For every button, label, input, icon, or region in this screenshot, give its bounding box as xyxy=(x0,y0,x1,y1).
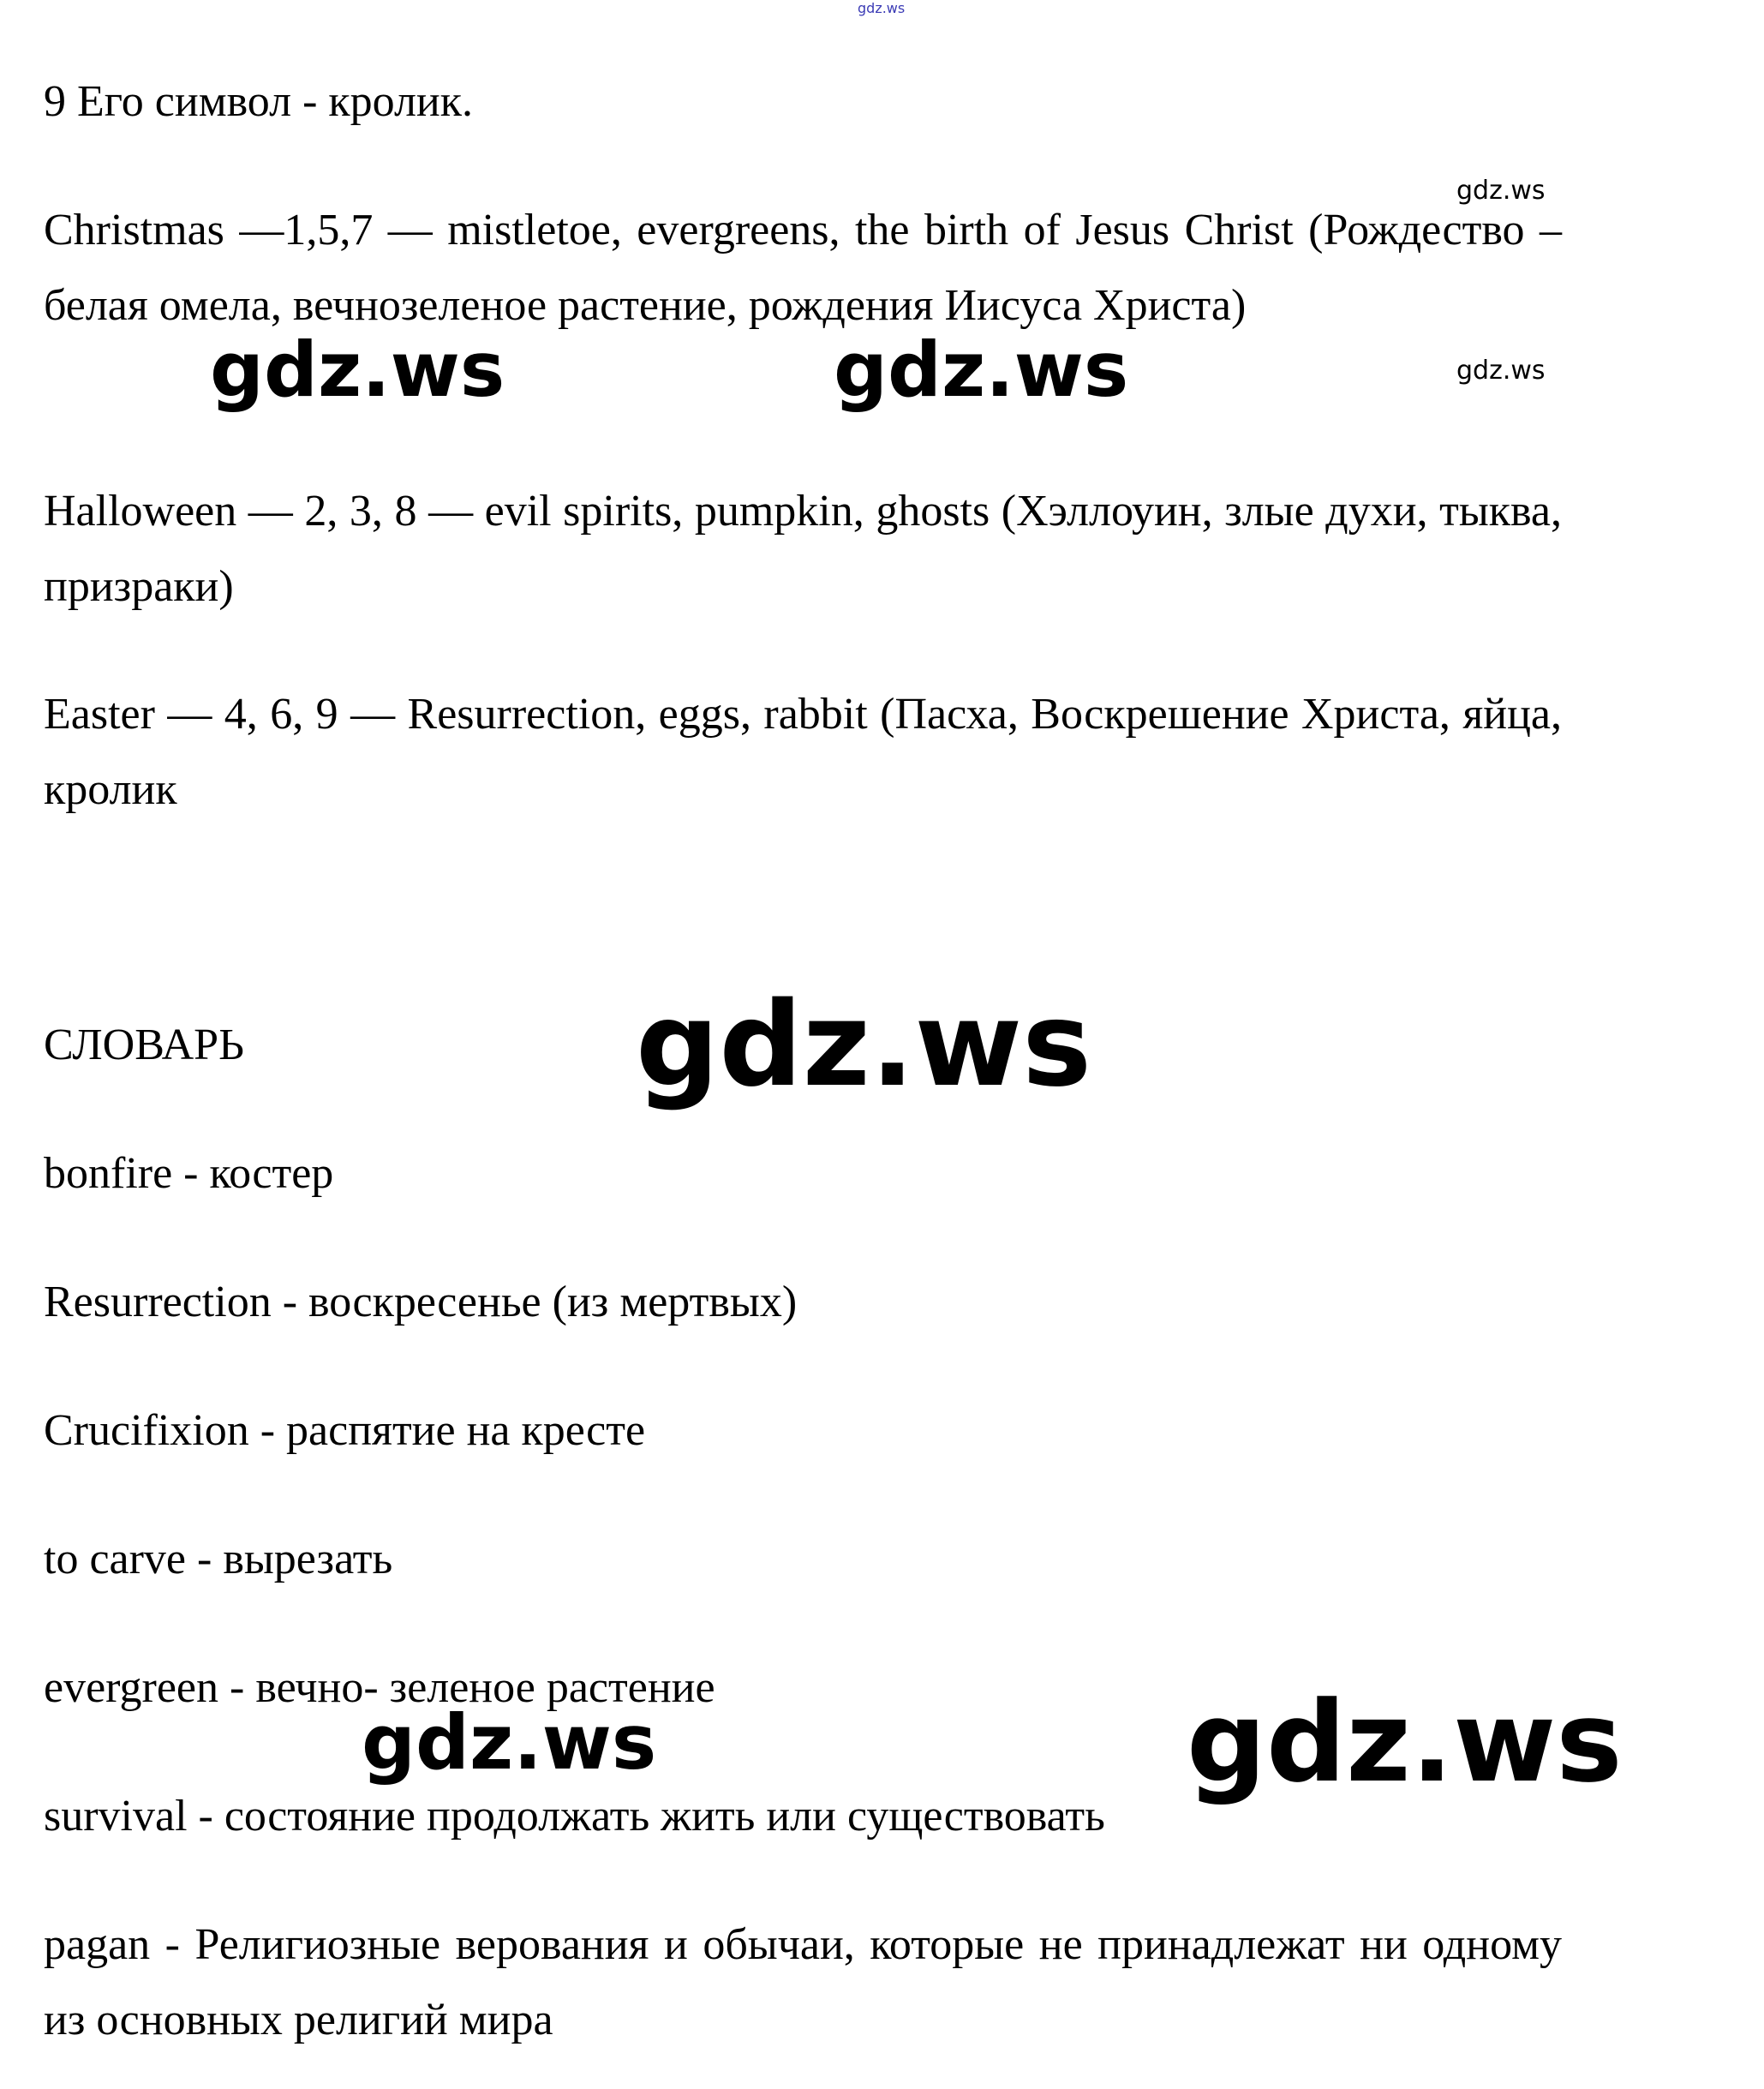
dictionary-entry: Crucifixion - распятие на кресте xyxy=(44,1406,646,1455)
watermark: gdz.ws xyxy=(1187,1677,1623,1807)
watermark: gdz.ws xyxy=(362,1698,657,1787)
halloween-paragraph: Halloween — 2, 3, 8 — evil spirits, pumpkin, ghosts (Хэллоуин, злые духи, тыква, призраки) xyxy=(44,487,1562,611)
dictionary-entry: bonfire - костер xyxy=(44,1149,334,1198)
watermark: gdz.ws xyxy=(210,326,505,414)
answer-line-9: 9 Его символ - кролик. xyxy=(44,77,474,126)
christmas-paragraph: Christmas —1,5,7 — mistletoe, evergreens, the birth of Jesus Christ (Рождество – белая омела, вечнозеленое растение, рождения Иисуса Христа) xyxy=(44,206,1562,330)
dictionary-entry: pagan - Религиозные верования и обычаи, которые не принадлежат ни одному из основных религий мира xyxy=(44,1920,1562,2044)
dictionary-heading: СЛОВАРЬ xyxy=(44,1021,244,1069)
dictionary-entry: evergreen - вечно- зеленое растение xyxy=(44,1663,715,1712)
watermark: gdz.ws xyxy=(1456,356,1546,386)
dictionary-entry: to carve - вырезать xyxy=(44,1535,393,1583)
header-watermark: gdz.ws xyxy=(858,0,906,16)
watermark: gdz.ws xyxy=(834,326,1129,414)
watermark: gdz.ws xyxy=(636,978,1092,1113)
watermark: gdz.ws xyxy=(1456,176,1546,206)
dictionary-entry: Resurrection - воскресенье (из мертвых) xyxy=(44,1278,798,1326)
easter-paragraph: Easter — 4, 6, 9 — Resurrection, eggs, rabbit (Пасха, Воскрешение Христа, яйца, кролик xyxy=(44,690,1562,814)
dictionary-entry: survival - состояние продолжать жить или существовать xyxy=(44,1792,1105,1841)
